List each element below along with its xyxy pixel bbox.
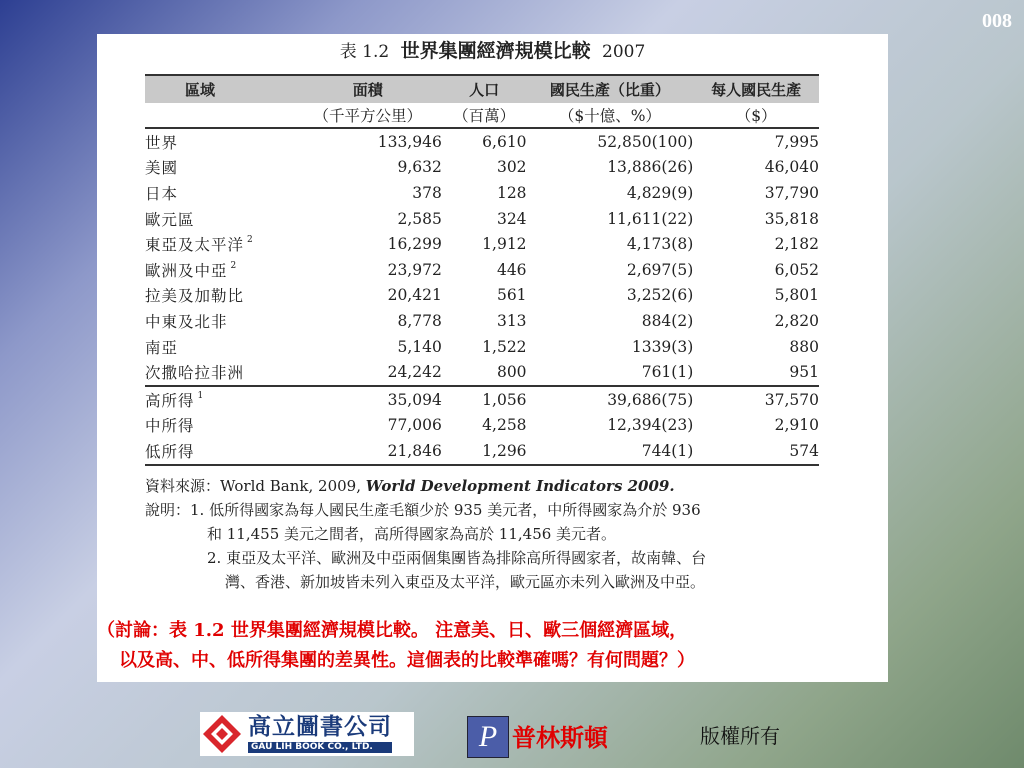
- note2-line1: 2. 東亞及太平洋、歐洲及中亞兩個集團皆為排除高所得國家者，故南韓、台: [207, 549, 707, 567]
- region-label: 高所得: [145, 391, 195, 410]
- table-row: [145, 206, 819, 232]
- cell-area: 5,140: [397, 337, 442, 356]
- cell-area: 2,585: [397, 209, 442, 228]
- gau-lih-logo: [200, 712, 414, 756]
- economy-table: [145, 74, 819, 466]
- cell-gnp: 39,686(75): [527, 386, 694, 413]
- cell-population: 302: [496, 158, 527, 177]
- cell-area: 77,006: [387, 416, 442, 435]
- publisher-name-cn: 高立圖書公司: [248, 713, 392, 740]
- cell-gnp: 13,886(26): [607, 158, 694, 177]
- cell-gnp: 761(1): [641, 363, 694, 382]
- unit-per-capita: （$）: [693, 103, 819, 128]
- cell-population: 1,296: [442, 438, 527, 465]
- cell-area: 35,094: [294, 386, 442, 413]
- table-row: [145, 308, 819, 334]
- cell-per-capita: 37,570: [693, 386, 819, 413]
- region-label: 日本: [145, 184, 179, 203]
- caption-title: 世界集團經濟規模比較: [400, 40, 591, 62]
- region-label: 美國: [145, 159, 179, 178]
- cell-region: [145, 128, 294, 155]
- table-caption: [97, 36, 888, 63]
- publisher-name-en: GAU LIH BOOK CO., LTD.: [248, 742, 392, 753]
- cell-region: [145, 283, 294, 309]
- source-note: [145, 474, 885, 498]
- region-label: 南亞: [145, 338, 179, 357]
- cell-per-capita: 35,818: [764, 209, 819, 228]
- notes: [145, 474, 885, 594]
- gau-lih-diamond-icon: [202, 714, 242, 754]
- footnote-marker: 1: [197, 390, 205, 401]
- cell-population: 128: [496, 183, 527, 202]
- cell-per-capita: 6,052: [774, 260, 819, 279]
- cell-area: 21,846: [294, 438, 442, 465]
- table-row: [145, 413, 819, 439]
- cell-region: [145, 231, 294, 257]
- region-label: 歐元區: [145, 210, 195, 229]
- cell-region: [145, 334, 294, 360]
- cell-area: 23,972: [387, 260, 442, 279]
- units-row: [145, 103, 819, 128]
- unit-region: [145, 103, 294, 128]
- cell-gnp: 11,611(22): [607, 209, 694, 228]
- cell-area: 16,299: [387, 235, 442, 254]
- cell-region: [145, 413, 294, 439]
- copyright-notice: 版權所有: [700, 724, 780, 748]
- cell-area: 9,632: [397, 158, 442, 177]
- table-row: [145, 257, 819, 283]
- cell-region: [145, 359, 294, 386]
- footnote-marker: 2: [230, 260, 238, 271]
- unit-population: （百萬）: [442, 103, 527, 128]
- cell-population: 1,056: [442, 386, 527, 413]
- cell-gnp: 3,252(6): [626, 286, 694, 305]
- cell-gnp: 52,850(100): [597, 132, 694, 151]
- discussion-prompt: [97, 616, 888, 676]
- cell-population: 1,522: [482, 337, 527, 356]
- note1-line1: 說明：1. 低所得國家為每人國民生產毛額少於 935 美元者，中所得國家為介於 936: [145, 501, 701, 519]
- table-row: [145, 128, 819, 155]
- region-label: 拉美及加勒比: [145, 287, 245, 306]
- region-label: 中東及北非: [145, 312, 228, 331]
- table-row: [145, 334, 819, 360]
- cell-area: 133,946: [377, 132, 442, 151]
- table-row: [145, 231, 819, 257]
- table-body: [145, 103, 819, 465]
- cell-gnp: 884(2): [641, 311, 694, 330]
- unit-area: （千平方公里）: [294, 103, 442, 128]
- cell-population: 4,258: [482, 416, 527, 435]
- princeton-logo-icon: P: [467, 716, 509, 758]
- note2-line2: 灣、香港、新加坡皆未列入東亞及太平洋，歐元區亦未列入歐洲及中亞。: [225, 573, 706, 591]
- region-label: 次撒哈拉非洲: [145, 364, 245, 383]
- region-label: 中所得: [145, 417, 195, 436]
- table-row: [145, 180, 819, 206]
- cell-population: 561: [496, 286, 527, 305]
- table-row: [145, 438, 819, 465]
- discussion-line2: 以及高、中、低所得集團的差異性。這個表的比較準確嗎？有何問題？）: [119, 650, 695, 671]
- source-prefix: 資料來源：World Bank, 2009,: [145, 477, 366, 495]
- cell-per-capita: 2,820: [774, 311, 819, 330]
- footer: [0, 712, 1024, 758]
- cell-region: [145, 206, 294, 232]
- table-row: [145, 386, 819, 413]
- cell-region: [145, 155, 294, 181]
- page-number: 008: [982, 10, 1012, 32]
- header-region: 區域: [145, 75, 294, 103]
- unit-gnp: （$十億、%）: [527, 103, 694, 128]
- source-title: World Development Indicators 2009.: [365, 477, 675, 495]
- cell-population: 1,912: [482, 235, 527, 254]
- cell-per-capita: 951: [789, 363, 819, 382]
- cell-gnp: 4,173(8): [626, 235, 694, 254]
- cell-per-capita: 574: [693, 438, 819, 465]
- caption-prefix: 表 1.2: [339, 42, 390, 62]
- cell-region: [145, 180, 294, 206]
- cell-per-capita: 7,995: [774, 132, 819, 151]
- cell-area: 378: [412, 183, 442, 202]
- region-label: 世界: [145, 133, 179, 152]
- cell-area: 24,242: [387, 363, 442, 382]
- cell-per-capita: 2,182: [774, 235, 819, 254]
- cell-per-capita: 2,910: [774, 416, 819, 435]
- cell-region: [145, 257, 294, 283]
- cell-population: 313: [496, 311, 527, 330]
- cell-gnp: 744(1): [527, 438, 694, 465]
- cell-gnp: 12,394(23): [607, 416, 694, 435]
- cell-area: 8,778: [397, 311, 442, 330]
- cell-population: 800: [496, 363, 527, 382]
- cell-population: 446: [496, 260, 527, 279]
- content-panel: [97, 34, 888, 682]
- cell-per-capita: 46,040: [764, 158, 819, 177]
- table-header-row: [145, 75, 819, 103]
- table-row: [145, 359, 819, 386]
- cell-gnp: 1339(3): [631, 337, 694, 356]
- cell-population: 324: [496, 209, 527, 228]
- table-row: [145, 283, 819, 309]
- header-population: 人口: [442, 75, 527, 103]
- table-row: [145, 155, 819, 181]
- cell-region: [145, 438, 294, 465]
- cell-gnp: 4,829(9): [626, 183, 694, 202]
- discussion-line1: （討論：表 1.2 世界集團經濟規模比較。 注意美、日、歐三個經濟區域，: [97, 620, 688, 641]
- header-area: 面積: [294, 75, 442, 103]
- region-label: 歐洲及中亞: [145, 261, 228, 280]
- footnote-marker: 2: [247, 235, 254, 246]
- princeton-name: 普林斯頓: [512, 723, 608, 752]
- cell-region: [145, 386, 294, 413]
- cell-per-capita: 880: [789, 337, 819, 356]
- cell-per-capita: 37,790: [764, 183, 819, 202]
- cell-population: 6,610: [482, 132, 527, 151]
- cell-area: 20,421: [387, 286, 442, 305]
- region-label: 低所得: [145, 442, 195, 461]
- caption-year: 2007: [602, 42, 646, 62]
- cell-per-capita: 5,801: [774, 286, 819, 305]
- note1-line2: 和 11,455 美元之間者，高所得國家為高於 11,456 美元者。: [207, 525, 617, 543]
- region-label: 東亞及太平洋: [145, 236, 245, 255]
- cell-gnp: 2,697(5): [626, 260, 694, 279]
- cell-region: [145, 308, 294, 334]
- header-gnp: 國民生產（比重）: [527, 75, 694, 103]
- header-per-capita: 每人國民生產: [693, 75, 819, 103]
